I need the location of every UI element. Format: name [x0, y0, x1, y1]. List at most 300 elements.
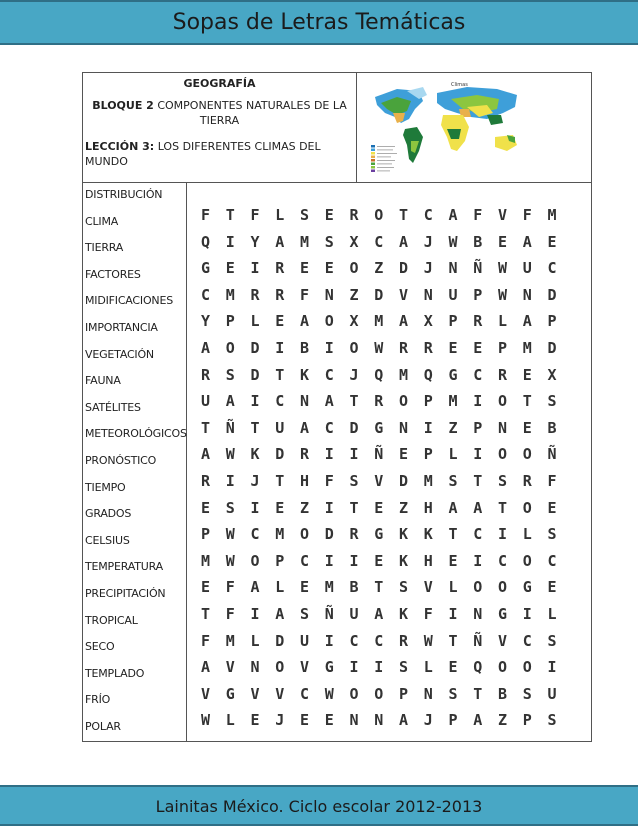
- grid-letter[interactable]: Q: [374, 365, 384, 384]
- grid-letter[interactable]: I: [349, 551, 359, 570]
- grid-letter[interactable]: C: [374, 232, 384, 251]
- grid-letter[interactable]: J: [275, 711, 285, 730]
- grid-letter[interactable]: C: [497, 551, 508, 570]
- grid-letter[interactable]: L: [497, 312, 508, 331]
- grid-letter[interactable]: N: [448, 259, 458, 278]
- grid-letter[interactable]: A: [299, 418, 310, 437]
- grid-letter[interactable]: B: [473, 232, 483, 251]
- grid-letter[interactable]: I: [497, 525, 508, 544]
- grid-letter[interactable]: V: [398, 285, 409, 304]
- grid-letter[interactable]: R: [275, 285, 285, 304]
- grid-letter[interactable]: M: [398, 365, 409, 384]
- grid-letter[interactable]: X: [349, 312, 359, 331]
- grid-letter[interactable]: S: [349, 472, 359, 490]
- grid-letter[interactable]: E: [299, 711, 310, 730]
- grid-letter[interactable]: E: [299, 259, 310, 278]
- grid-letter[interactable]: L: [275, 206, 285, 224]
- grid-letter[interactable]: E: [275, 312, 285, 331]
- grid-letter[interactable]: R: [200, 365, 211, 384]
- grid-letter[interactable]: L: [225, 711, 235, 730]
- grid-letter[interactable]: B: [299, 339, 310, 357]
- grid-letter[interactable]: I: [324, 498, 334, 517]
- grid-letter[interactable]: O: [473, 578, 483, 597]
- grid-letter[interactable]: T: [200, 605, 211, 623]
- grid-letter[interactable]: D: [547, 285, 557, 304]
- grid-letter[interactable]: A: [522, 232, 532, 251]
- grid-letter[interactable]: E: [522, 418, 532, 437]
- grid-letter[interactable]: Q: [423, 365, 433, 384]
- grid-letter[interactable]: O: [225, 339, 235, 357]
- grid-letter[interactable]: V: [225, 658, 235, 677]
- grid-letter[interactable]: R: [200, 472, 211, 490]
- grid-letter[interactable]: F: [473, 206, 483, 224]
- grid-letter[interactable]: T: [250, 418, 260, 437]
- grid-letter[interactable]: A: [225, 392, 235, 411]
- grid-letter[interactable]: A: [200, 445, 211, 464]
- grid-letter[interactable]: G: [324, 658, 334, 677]
- grid-letter[interactable]: M: [225, 631, 235, 650]
- grid-letter[interactable]: F: [547, 472, 557, 490]
- grid-letter[interactable]: A: [473, 711, 483, 730]
- grid-letter[interactable]: W: [225, 551, 235, 570]
- grid-letter[interactable]: V: [497, 631, 508, 650]
- grid-letter[interactable]: I: [473, 445, 483, 464]
- grid-letter[interactable]: C: [324, 365, 334, 384]
- grid-letter[interactable]: W: [497, 285, 508, 304]
- grid-letter[interactable]: E: [225, 259, 235, 278]
- grid-letter[interactable]: O: [522, 498, 532, 517]
- grid-letter[interactable]: S: [547, 631, 557, 650]
- grid-letter[interactable]: E: [522, 365, 532, 384]
- grid-letter[interactable]: C: [522, 631, 532, 650]
- grid-letter[interactable]: A: [398, 312, 409, 331]
- grid-letter[interactable]: Z: [497, 711, 508, 730]
- grid-letter[interactable]: M: [299, 232, 310, 251]
- grid-letter[interactable]: R: [522, 472, 532, 490]
- grid-letter[interactable]: L: [522, 525, 532, 544]
- grid-letter[interactable]: M: [200, 551, 211, 570]
- grid-letter[interactable]: P: [225, 312, 235, 331]
- grid-letter[interactable]: E: [324, 206, 334, 224]
- grid-letter[interactable]: D: [398, 472, 409, 490]
- grid-letter[interactable]: E: [374, 551, 384, 570]
- grid-letter[interactable]: M: [448, 392, 458, 411]
- grid-letter[interactable]: W: [225, 525, 235, 544]
- grid-letter[interactable]: P: [497, 339, 508, 357]
- grid-letter[interactable]: M: [275, 525, 285, 544]
- grid-letter[interactable]: R: [398, 631, 409, 650]
- grid-letter[interactable]: G: [522, 578, 532, 597]
- grid-letter[interactable]: S: [497, 472, 508, 490]
- grid-letter[interactable]: D: [324, 525, 334, 544]
- grid-letter[interactable]: T: [473, 684, 483, 703]
- grid-letter[interactable]: Ñ: [473, 259, 483, 278]
- grid-letter[interactable]: O: [522, 445, 532, 464]
- grid-letter[interactable]: D: [349, 418, 359, 437]
- grid-letter[interactable]: J: [250, 472, 260, 490]
- grid-letter[interactable]: S: [522, 684, 532, 703]
- grid-letter[interactable]: N: [497, 418, 508, 437]
- grid-letter[interactable]: D: [547, 339, 557, 357]
- grid-letter[interactable]: A: [448, 206, 458, 224]
- grid-letter[interactable]: P: [448, 312, 458, 331]
- grid-letter[interactable]: Z: [448, 418, 458, 437]
- grid-letter[interactable]: C: [423, 206, 433, 224]
- grid-letter[interactable]: F: [225, 605, 235, 623]
- grid-letter[interactable]: C: [374, 631, 384, 650]
- grid-letter[interactable]: I: [349, 445, 359, 464]
- grid-letter[interactable]: D: [398, 259, 409, 278]
- grid-letter[interactable]: K: [250, 445, 260, 464]
- grid-letter[interactable]: E: [250, 711, 260, 730]
- grid-letter[interactable]: C: [200, 285, 211, 304]
- grid-letter[interactable]: A: [398, 711, 409, 730]
- grid-letter[interactable]: E: [547, 232, 557, 251]
- grid-letter[interactable]: T: [473, 472, 483, 490]
- grid-letter[interactable]: E: [324, 259, 334, 278]
- grid-letter[interactable]: I: [250, 392, 260, 411]
- grid-letter[interactable]: T: [374, 578, 384, 597]
- grid-letter[interactable]: T: [522, 392, 532, 411]
- grid-letter[interactable]: K: [299, 365, 310, 384]
- grid-letter[interactable]: P: [200, 525, 211, 544]
- grid-letter[interactable]: D: [275, 631, 285, 650]
- grid-letter[interactable]: N: [423, 285, 433, 304]
- grid-letter[interactable]: B: [497, 684, 508, 703]
- grid-letter[interactable]: M: [374, 312, 384, 331]
- grid-letter[interactable]: O: [497, 658, 508, 677]
- grid-letter[interactable]: F: [225, 578, 235, 597]
- grid-letter[interactable]: I: [473, 551, 483, 570]
- grid-letter[interactable]: T: [275, 365, 285, 384]
- grid-letter[interactable]: M: [225, 285, 235, 304]
- grid-letter[interactable]: Ñ: [473, 631, 483, 650]
- grid-letter[interactable]: R: [275, 259, 285, 278]
- grid-letter[interactable]: A: [448, 498, 458, 517]
- grid-letter[interactable]: F: [324, 472, 334, 490]
- grid-letter[interactable]: K: [398, 551, 409, 570]
- grid-letter[interactable]: F: [522, 206, 532, 224]
- grid-letter[interactable]: P: [448, 711, 458, 730]
- grid-letter[interactable]: R: [398, 339, 409, 357]
- grid-letter[interactable]: S: [398, 578, 409, 597]
- grid-letter[interactable]: O: [349, 339, 359, 357]
- grid-letter[interactable]: Y: [250, 232, 260, 251]
- grid-letter[interactable]: K: [398, 605, 409, 623]
- grid-letter[interactable]: L: [250, 631, 260, 650]
- grid-letter[interactable]: S: [225, 498, 235, 517]
- grid-letter[interactable]: U: [522, 259, 532, 278]
- grid-letter[interactable]: S: [299, 605, 310, 623]
- grid-letter[interactable]: C: [547, 259, 557, 278]
- grid-letter[interactable]: E: [448, 339, 458, 357]
- grid-letter[interactable]: O: [324, 312, 334, 331]
- grid-letter[interactable]: G: [225, 684, 235, 703]
- grid-letter[interactable]: A: [374, 605, 384, 623]
- grid-letter[interactable]: R: [374, 392, 384, 411]
- grid-letter[interactable]: N: [299, 392, 310, 411]
- grid-letter[interactable]: S: [299, 206, 310, 224]
- grid-letter[interactable]: V: [497, 206, 508, 224]
- grid-letter[interactable]: I: [250, 605, 260, 623]
- grid-letter[interactable]: O: [349, 684, 359, 703]
- grid-letter[interactable]: C: [275, 392, 285, 411]
- grid-letter[interactable]: S: [324, 232, 334, 251]
- grid-letter[interactable]: E: [275, 498, 285, 517]
- grid-letter[interactable]: U: [299, 631, 310, 650]
- grid-letter[interactable]: T: [349, 498, 359, 517]
- grid-letter[interactable]: F: [200, 631, 211, 650]
- grid-letter[interactable]: V: [250, 684, 260, 703]
- grid-letter[interactable]: Ñ: [324, 605, 334, 623]
- grid-letter[interactable]: W: [200, 711, 211, 730]
- grid-letter[interactable]: I: [374, 658, 384, 677]
- grid-letter[interactable]: R: [349, 206, 359, 224]
- grid-letter[interactable]: T: [349, 392, 359, 411]
- grid-letter[interactable]: A: [250, 578, 260, 597]
- grid-letter[interactable]: A: [275, 605, 285, 623]
- grid-letter[interactable]: C: [324, 418, 334, 437]
- grid-letter[interactable]: B: [547, 418, 557, 437]
- grid-letter[interactable]: Ñ: [225, 418, 235, 437]
- grid-letter[interactable]: U: [349, 605, 359, 623]
- grid-letter[interactable]: I: [275, 339, 285, 357]
- grid-letter[interactable]: Ñ: [547, 445, 557, 464]
- grid-letter[interactable]: O: [497, 578, 508, 597]
- grid-letter[interactable]: R: [349, 525, 359, 544]
- grid-letter[interactable]: E: [398, 445, 409, 464]
- grid-letter[interactable]: F: [423, 605, 433, 623]
- grid-letter[interactable]: M: [522, 339, 532, 357]
- grid-letter[interactable]: E: [200, 578, 211, 597]
- grid-letter[interactable]: Y: [200, 312, 211, 331]
- grid-letter[interactable]: G: [374, 418, 384, 437]
- grid-letter[interactable]: J: [423, 232, 433, 251]
- grid-letter[interactable]: I: [522, 605, 532, 623]
- grid-letter[interactable]: N: [349, 711, 359, 730]
- grid-letter[interactable]: N: [423, 684, 433, 703]
- grid-letter[interactable]: H: [299, 472, 310, 490]
- grid-letter[interactable]: V: [423, 578, 433, 597]
- grid-letter[interactable]: I: [547, 658, 557, 677]
- grid-letter[interactable]: G: [497, 605, 508, 623]
- grid-letter[interactable]: O: [349, 259, 359, 278]
- grid-letter[interactable]: U: [200, 392, 211, 411]
- grid-letter[interactable]: V: [374, 472, 384, 490]
- grid-letter[interactable]: E: [497, 232, 508, 251]
- grid-letter[interactable]: D: [374, 285, 384, 304]
- grid-letter[interactable]: E: [200, 498, 211, 517]
- grid-letter[interactable]: T: [225, 206, 235, 224]
- grid-letter[interactable]: C: [547, 551, 557, 570]
- grid-letter[interactable]: P: [423, 445, 433, 464]
- grid-letter[interactable]: S: [448, 472, 458, 490]
- grid-letter[interactable]: M: [423, 472, 433, 490]
- grid-letter[interactable]: P: [398, 684, 409, 703]
- grid-letter[interactable]: F: [250, 206, 260, 224]
- grid-letter[interactable]: N: [250, 658, 260, 677]
- grid-letter[interactable]: P: [547, 312, 557, 331]
- grid-letter[interactable]: S: [547, 392, 557, 411]
- grid-letter[interactable]: O: [497, 392, 508, 411]
- grid-letter[interactable]: S: [398, 658, 409, 677]
- grid-letter[interactable]: N: [324, 285, 334, 304]
- grid-letter[interactable]: O: [374, 684, 384, 703]
- grid-letter[interactable]: I: [250, 498, 260, 517]
- grid-letter[interactable]: K: [398, 525, 409, 544]
- grid-letter[interactable]: W: [324, 684, 334, 703]
- grid-letter[interactable]: J: [423, 259, 433, 278]
- grid-letter[interactable]: O: [374, 206, 384, 224]
- grid-letter[interactable]: H: [423, 551, 433, 570]
- grid-letter[interactable]: C: [299, 551, 310, 570]
- grid-letter[interactable]: A: [398, 232, 409, 251]
- grid-letter[interactable]: L: [250, 312, 260, 331]
- grid-letter[interactable]: X: [423, 312, 433, 331]
- grid-letter[interactable]: C: [473, 365, 483, 384]
- grid-letter[interactable]: E: [374, 498, 384, 517]
- grid-letter[interactable]: O: [497, 445, 508, 464]
- grid-letter[interactable]: E: [448, 551, 458, 570]
- grid-letter[interactable]: J: [423, 711, 433, 730]
- grid-letter[interactable]: S: [225, 365, 235, 384]
- grid-letter[interactable]: E: [299, 578, 310, 597]
- grid-letter[interactable]: L: [423, 658, 433, 677]
- grid-letter[interactable]: A: [324, 392, 334, 411]
- grid-letter[interactable]: M: [324, 578, 334, 597]
- grid-letter[interactable]: K: [423, 525, 433, 544]
- grid-letter[interactable]: B: [349, 578, 359, 597]
- grid-letter[interactable]: I: [423, 418, 433, 437]
- grid-letter[interactable]: G: [448, 365, 458, 384]
- grid-letter[interactable]: T: [200, 418, 211, 437]
- grid-letter[interactable]: I: [349, 658, 359, 677]
- grid-letter[interactable]: R: [423, 339, 433, 357]
- grid-letter[interactable]: U: [547, 684, 557, 703]
- grid-letter[interactable]: O: [275, 658, 285, 677]
- grid-letter[interactable]: L: [547, 605, 557, 623]
- grid-letter[interactable]: V: [299, 658, 310, 677]
- grid-letter[interactable]: T: [448, 631, 458, 650]
- grid-letter[interactable]: N: [398, 418, 409, 437]
- grid-letter[interactable]: I: [448, 605, 458, 623]
- grid-letter[interactable]: T: [398, 206, 409, 224]
- grid-letter[interactable]: V: [275, 684, 285, 703]
- grid-letter[interactable]: T: [448, 525, 458, 544]
- grid-letter[interactable]: I: [324, 339, 334, 357]
- grid-letter[interactable]: R: [497, 365, 508, 384]
- grid-letter[interactable]: C: [250, 525, 260, 544]
- grid-letter[interactable]: L: [275, 578, 285, 597]
- grid-letter[interactable]: O: [299, 525, 310, 544]
- grid-letter[interactable]: E: [547, 578, 557, 597]
- grid-letter[interactable]: X: [547, 365, 557, 384]
- grid-letter[interactable]: A: [299, 312, 310, 331]
- grid-letter[interactable]: A: [522, 312, 532, 331]
- grid-letter[interactable]: I: [324, 445, 334, 464]
- grid-letter[interactable]: Z: [398, 498, 409, 517]
- grid-letter[interactable]: J: [349, 365, 359, 384]
- grid-letter[interactable]: S: [547, 711, 557, 730]
- grid-letter[interactable]: L: [448, 445, 458, 464]
- grid-letter[interactable]: W: [374, 339, 384, 357]
- grid-letter[interactable]: Q: [473, 658, 483, 677]
- grid-letter[interactable]: G: [200, 259, 211, 278]
- grid-letter[interactable]: G: [374, 525, 384, 544]
- grid-letter[interactable]: S: [547, 525, 557, 544]
- grid-letter[interactable]: Z: [349, 285, 359, 304]
- grid-letter[interactable]: N: [473, 605, 483, 623]
- grid-letter[interactable]: T: [275, 472, 285, 490]
- grid-letter[interactable]: N: [374, 711, 384, 730]
- grid-letter[interactable]: E: [324, 711, 334, 730]
- grid-letter[interactable]: C: [299, 684, 310, 703]
- grid-letter[interactable]: E: [547, 498, 557, 517]
- grid-letter[interactable]: P: [522, 711, 532, 730]
- grid-letter[interactable]: I: [324, 551, 334, 570]
- grid-letter[interactable]: P: [423, 392, 433, 411]
- grid-letter[interactable]: I: [225, 472, 235, 490]
- grid-letter[interactable]: D: [250, 339, 260, 357]
- grid-letter[interactable]: E: [448, 658, 458, 677]
- grid-letter[interactable]: D: [275, 445, 285, 464]
- grid-letter[interactable]: I: [473, 392, 483, 411]
- grid-letter[interactable]: O: [398, 392, 409, 411]
- grid-letter[interactable]: A: [200, 658, 211, 677]
- grid-letter[interactable]: E: [473, 339, 483, 357]
- grid-letter[interactable]: N: [522, 285, 532, 304]
- grid-letter[interactable]: O: [522, 658, 532, 677]
- grid-letter[interactable]: W: [225, 445, 235, 464]
- grid-letter[interactable]: A: [200, 339, 211, 357]
- grid-letter[interactable]: I: [250, 259, 260, 278]
- grid-letter[interactable]: D: [250, 365, 260, 384]
- grid-letter[interactable]: Z: [299, 498, 310, 517]
- grid-letter[interactable]: S: [448, 684, 458, 703]
- grid-letter[interactable]: P: [473, 418, 483, 437]
- grid-letter[interactable]: I: [225, 232, 235, 251]
- grid-letter[interactable]: Ñ: [374, 445, 384, 464]
- grid-letter[interactable]: H: [423, 498, 433, 517]
- grid-letter[interactable]: P: [473, 285, 483, 304]
- grid-letter[interactable]: M: [547, 206, 557, 224]
- grid-letter[interactable]: C: [349, 631, 359, 650]
- grid-letter[interactable]: U: [275, 418, 285, 437]
- grid-letter[interactable]: Q: [200, 232, 211, 251]
- grid-letter[interactable]: I: [324, 631, 334, 650]
- grid-letter[interactable]: R: [473, 312, 483, 331]
- grid-letter[interactable]: F: [200, 206, 211, 224]
- grid-letter[interactable]: T: [497, 498, 508, 517]
- grid-letter[interactable]: V: [200, 684, 211, 703]
- grid-letter[interactable]: A: [275, 232, 285, 251]
- grid-letter[interactable]: R: [299, 445, 310, 464]
- grid-letter[interactable]: F: [299, 285, 310, 304]
- grid-letter[interactable]: X: [349, 232, 359, 251]
- grid-letter[interactable]: O: [522, 551, 532, 570]
- grid-letter[interactable]: Z: [374, 259, 384, 278]
- grid-letter[interactable]: R: [250, 285, 260, 304]
- grid-letter[interactable]: W: [448, 232, 458, 251]
- grid-letter[interactable]: P: [275, 551, 285, 570]
- grid-letter[interactable]: W: [497, 259, 508, 278]
- grid-letter[interactable]: U: [448, 285, 458, 304]
- grid-letter[interactable]: C: [473, 525, 483, 544]
- grid-letter[interactable]: L: [448, 578, 458, 597]
- grid-letter[interactable]: O: [250, 551, 260, 570]
- grid-letter[interactable]: A: [473, 498, 483, 517]
- grid-letter[interactable]: W: [423, 631, 433, 650]
